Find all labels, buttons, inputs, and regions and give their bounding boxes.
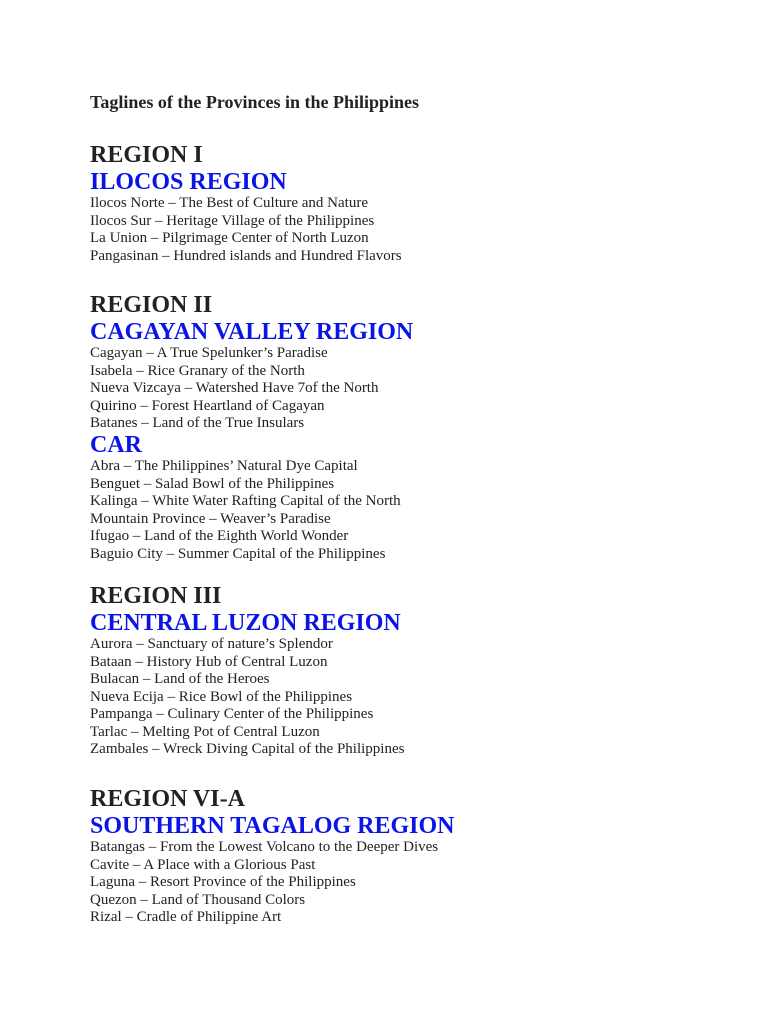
province-tagline: Rizal – Cradle of Philippine Art: [90, 909, 282, 925]
region-number: REGION II: [90, 292, 213, 318]
province-tagline: Bulacan – Land of the Heroes: [90, 671, 270, 687]
province-tagline: Baguio City – Summer Capital of the Philippines: [90, 545, 386, 562]
province-tagline: Zambales – Wreck Diving Capital of the Philippines: [90, 741, 405, 757]
province-tagline: Ilocos Norte – The Best of Culture and Nature: [90, 195, 368, 211]
region-section-2: [90, 291, 750, 433]
province-tagline: Nueva Vizcaya – Watershed Have 7of the North: [90, 380, 379, 396]
province-tagline: Laguna – Resort Province of the Philippines: [90, 874, 356, 890]
province-tagline: Batangas – From the Lowest Volcano to the Deeper Dives: [90, 839, 439, 855]
province-tagline: Tarlac – Melting Pot of Central Luzon: [90, 723, 320, 740]
region-name: CENTRAL LUZON REGION: [90, 610, 401, 636]
province-tagline: Kalinga – White Water Rafting Capital of the North: [90, 493, 401, 509]
province-tagline: Quirino – Forest Heartland of Cagayan: [90, 397, 325, 414]
province-tagline: Abra – The Philippines’ Natural Dye Capital: [90, 458, 358, 474]
document-title: Taglines of the Provinces in the Philippines: [90, 92, 420, 112]
province-tagline: Batanes – Land of the True Insulars: [90, 415, 305, 431]
region-name: CAR: [90, 432, 142, 458]
province-tagline: Cagayan – A True Spelunker’s Paradise: [90, 345, 328, 361]
region-number: REGION I: [90, 142, 203, 168]
province-tagline: Isabela – Rice Granary of the North: [90, 362, 305, 379]
province-tagline: Ilocos Sur – Heritage Village of the Philippines: [90, 212, 375, 229]
region-section-car: [90, 432, 750, 563]
province-tagline: Bataan – History Hub of Central Luzon: [90, 653, 328, 670]
region-number: REGION VI-A: [90, 786, 245, 812]
region-number: REGION III: [90, 583, 222, 609]
province-tagline: Cavite – A Place with a Glorious Past: [90, 856, 316, 873]
region-section-3: [90, 582, 750, 759]
region-name: ILOCOS REGION: [90, 169, 287, 195]
province-tagline: Nueva Ecija – Rice Bowl of the Philippines: [90, 688, 353, 705]
province-tagline: Ifugao – Land of the Eighth World Wonder: [90, 528, 349, 544]
province-tagline: Mountain Province – Weaver’s Paradise: [90, 510, 331, 527]
region-name: CAGAYAN VALLEY REGION: [90, 319, 414, 345]
region-section-1: [90, 141, 750, 265]
region-section-4a: [90, 785, 750, 927]
province-tagline: La Union – Pilgrimage Center of North Luzon: [90, 230, 369, 246]
province-tagline: Quezon – Land of Thousand Colors: [90, 891, 306, 908]
province-tagline: Pampanga – Culinary Center of the Philippines: [90, 706, 374, 722]
region-name: SOUTHERN TAGALOG REGION: [90, 813, 455, 839]
province-tagline: Benguet – Salad Bowl of the Philippines: [90, 475, 335, 492]
province-tagline: Pangasinan – Hundred islands and Hundred Flavors: [90, 247, 402, 264]
province-tagline: Aurora – Sanctuary of nature’s Splendor: [90, 636, 333, 652]
